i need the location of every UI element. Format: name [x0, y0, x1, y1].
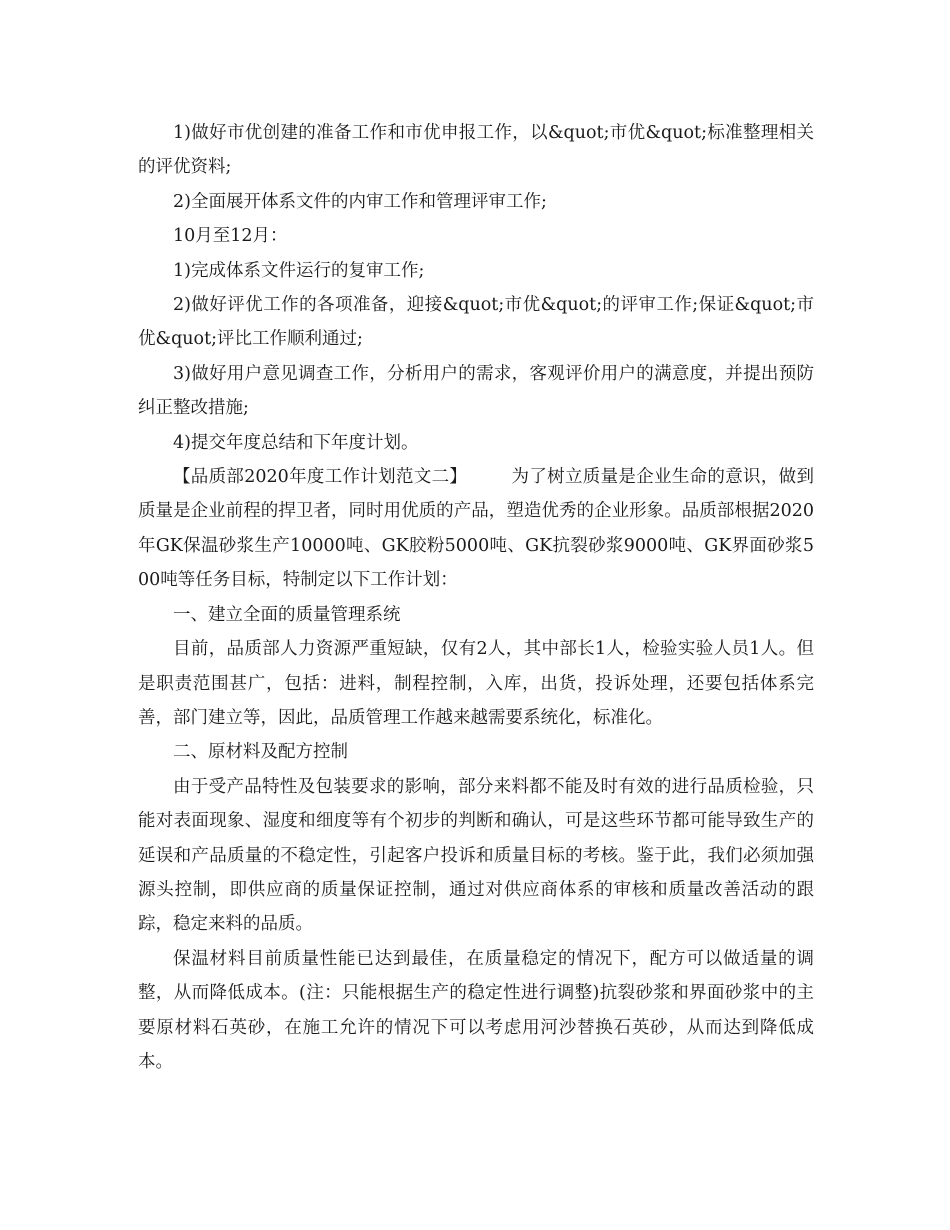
document-body: [138, 116, 814, 1079]
paragraph-10: 目前，品质部人力资源严重短缺，仅有2人，其中部长1人，检验实验人员1人。但是职责范围甚广，包括：进料，制程控制，入库，出货，投诉处理，还要包括体系完善，部门建立等，因此，品质管理工作越来越需要系统化，标准化。: [138, 639, 814, 728]
paragraph-5: 2)做好评优工作的各项准备，迎接&quot;市优&quot;的评审工作;保证&quot;市优&quot;评比工作顺利通过;: [138, 295, 814, 350]
paragraph-11: 二、原材料及配方控制: [173, 742, 348, 763]
paragraph-6: 3)做好用户意见调查工作，分析用户的需求，客观评价用户的满意度，并提出预防纠正整改措施;: [138, 363, 814, 419]
paragraph-9: 一、建立全面的质量管理系统: [173, 604, 401, 625]
paragraph-1: 1)做好市优创建的准备工作和市优申报工作，以&quot;市优&quot;标准整理相关的评优资料;: [138, 123, 814, 178]
paragraph-4: 1)完成体系文件运行的复审工作;: [173, 260, 425, 281]
paragraph-3: 10月至12月：: [173, 226, 288, 247]
paragraph-12: 由于受产品特性及包装要求的影响，部分来料都不能及时有效的进行品质检验，只能对表面现象、湿度和细度等有个初步的判断和确认，可是这些环节都可能导致生产的延误和产品质量的不稳定性，引起客户投诉和质量目标的考核。鉴于此，我们必须加强源头控制，即供应商的质量保证控制，通过对供应商体系的审核和质量改善活动的跟踪，稳定来料的品质。: [138, 776, 814, 935]
paragraph-13: 保温材料目前质量性能已达到最佳，在质量稳定的情况下，配方可以做适量的调整，从而降低成本。(注：只能根据生产的稳定性进行调整)抗裂砂浆和界面砂浆中的主要原材料石英砂，在施工允许的情况下可以考虑用河沙替换石英砂，从而达到降低成本。: [138, 948, 814, 1072]
section-heading: 【品质部2020年度工作计划范文二】: [173, 467, 468, 488]
paragraph-2: 2)全面展开体系文件的内审工作和管理评审工作;: [173, 191, 547, 212]
paragraph-7: 4)提交年度总结和下年度计划。: [173, 432, 419, 453]
paragraph-8-text: 为了树立质量是企业生命的意识，做到质量是企业前程的捍卫者，同时用优质的产品，塑造优秀的企业形象。品质部根据2020年GK保温砂浆生产10000吨、GK胶粉5000吨、GK抗裂砂浆9000吨、GK界面砂浆500吨等任务目标，特制定以下工作计划：: [138, 467, 814, 591]
paragraph-8: [138, 460, 814, 598]
